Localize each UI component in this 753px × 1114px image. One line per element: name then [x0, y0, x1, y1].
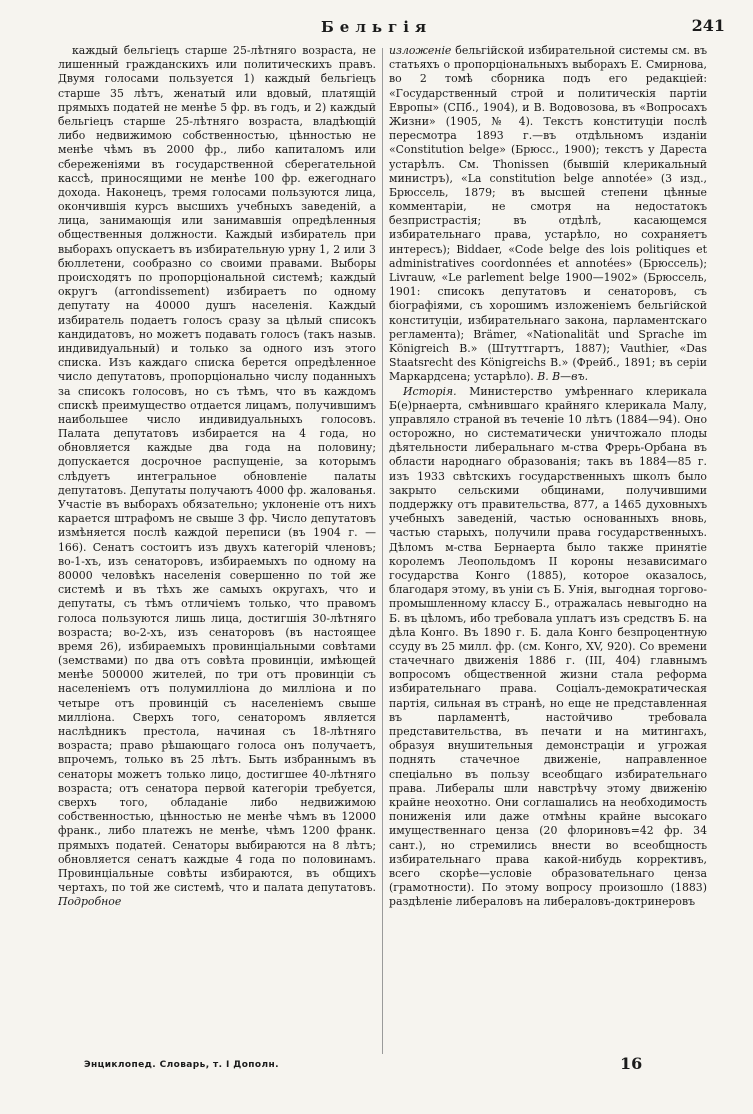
running-head: [0, 16, 753, 44]
left-column-text: каждый бельгіецъ старше 25-лѣтняго возраста, не лишенный гражданскихъ или политическихъ правъ. Двумя голосами пользуется 1) каждый бельгіецъ старше 35 лѣтъ, женатый или вдовый, платящій прямыхъ податей не менѣе 5 фр. въ годъ, и 2) каждый бельгіецъ старше 25-лѣтняго возраста, владѣющій либо недвижимою собственностью, цѣнностью не менѣе чѣмъ въ 2000 фр., либо капиталомъ или сбереженіями въ государственной сберегательной кассѣ, приносящими не менѣе 100 фр. ежегоднаго дохода. Наконецъ, тремя голосами пользуются лица, окончившія курсъ высшихъ учебныхъ заведеній, а лица, занимающія или занимавшія опредѣленныя общественныя должности. Каждый избиратель при выборахъ опускаетъ въ избирательную урну 1, 2 или 3 бюллетени, сообразно со своими правами. Выборы происходятъ по пропорціональной системѣ; каждый округъ (arrondissement) избираетъ по одному депутату на 40000 душъ населенія. Каждый избиратель подаетъ голосъ сразу за цѣлый списокъ кандидатовъ, но можетъ подавать голосъ (такъ назыв. индивидуальный) и только за одного изъ этого списка. Изъ каждаго списка берется опредѣленное число депутатовъ, пропорціонально числу поданныхъ за списокъ голосовъ, но съ тѣмъ, что въ каждомъ спискѣ преимущество отдается лицамъ, получившимъ наибольшее число индивидуальныхъ голосовъ. Палата депутатовъ избирается на 4 года, но обновляется каждые два года на половину; допускается досрочное распущеніе, за которымъ слѣдуетъ интегральное обновленіе палаты депутатовъ. Депутаты получаютъ 4000 фр. жалованья. Участіе въ выборахъ обязательно; уклоненіе отъ нихъ карается штрафомъ не свыше 3 фр. Число депутатовъ измѣняется послѣ каждой переписи (въ 1904 г. — 166). Сенатъ состоитъ изъ двухъ категорій членовъ; во-1-хъ, изъ сенаторовъ, избираемыхъ по одному на 80000 человѣкъ населенія совершенно по той же системѣ и въ тѣхъ же самыхъ округахъ, что и депутаты, съ тѣмъ отличіемъ только, что правомъ голоса пользуются лишь лица, достигшія 30-лѣтняго возраста; во-2-хъ, изъ сенаторовъ (въ настоящее время 26), избираемыхъ провинціальными совѣтами (земствами) по два отъ совѣта провинціи, имѣющей менѣе 500000 жителей, по три отъ провинціи съ населеніемъ отъ полумилліона до милліона и по четыре отъ провинцій съ населеніемъ свыше милліона. Сверхъ того, сенаторомъ является наслѣдникъ престола, начиная съ 18-лѣтняго возраста; право рѣшающаго голоса онъ получаетъ, впрочемъ, только въ 25 лѣтъ. Быть избраннымъ въ сенаторы можетъ только лицо, достигшее 40-лѣтняго возраста; отъ сенатора первой категоріи требуется, сверхъ того, обладаніе либо недвижимою собственностью, цѣнностью не менѣе чѣмъ въ 12000 франк., либо платежъ не менѣе, чѣмъ 1200 франк. прямыхъ податей. Сенаторы выбираются на 8 лѣтъ; обновляется сенатъ каждые 4 года по половинамъ. Провинціальные совѣты избираются, въ общихъ чертахъ, по той же системѣ, что и палата депутатовъ.: [58, 44, 376, 895]
author-signature: В. В—въ.: [537, 370, 589, 384]
bibliography-paragraph: [389, 44, 707, 385]
running-title: Бельгія: [320, 18, 433, 36]
footer-sheet-number: 16: [620, 1054, 643, 1073]
left-column-paragraph: [58, 44, 376, 909]
history-heading: Исторія.: [403, 384, 457, 398]
history-paragraph: [389, 385, 707, 910]
left-column-trailing-italic: Подробное: [58, 895, 122, 909]
page-number: 241: [691, 16, 725, 35]
left-column: [58, 44, 376, 1049]
bibliography-italic-start: изложеніе: [389, 44, 452, 57]
footer-signature-line: Энциклопед. Словарь, т. I Дополн.: [84, 1060, 279, 1070]
bibliography-text: бельгійской избирательной системы см. въ статьяхъ о пропорціональныхъ выборахъ Е. Смирнова, во 2 томѣ сборника подъ его редакціей: «Государственный строй и политическія партіи Европы» (СПб., 1904), и В. Водовозова, въ «Вопросахъ Жизни» (1905, № 4). Текстъ конституціи послѣ пересмотра 1893 г.—въ отдѣльномъ изданіи «Constitution belge» (Брюсс., 1900); текстъ у Дареста устарѣлъ. См. Thonissen (бывшій клерикальный министръ), «La constitution belge annotée» (3 изд., Брюссель, 1879; въ высшей степени цѣнные комментаріи, не смотря на недостатокъ безпристрастія; въ отдѣлѣ, касающемся избирательнаго права, устарѣло, но сохраняетъ интересъ); Biddaer, «Code belge des lois politiques et administratives coordonnées et annotées» (Брюссель); Livrauw, «Le parlement belge 1900—1902» (Брюссель, 1901: списокъ депутатовъ и сенаторовъ, съ біографіями, съ хорошимъ изложеніемъ бельгійской конституціи, избирательнаго закона, парламентскаго регламента); Brämer, «Nationalität und Sprache im Königreich B.» (Штуттгартъ, 1887); Vauthier, «Das Staatsrecht des Königreichs B.» (Фрейб., 1891; въ серіи Маркардсена; устарѣло).: [389, 44, 707, 384]
history-text: Министерство умѣреннаго клерикала Б(е)рнаерта, смѣнившаго крайняго клерикала Малу, управляло страной въ теченіе 10 лѣтъ (1884—94). Оно осторожно, но систематически уничтожало плоды дѣятельности либеральнаго м-ства Фрерь-Орбана въ области народнаго образованія; такъ въ 1884—85 г. изъ 1933 свѣтскихъ государственныхъ школъ было закрыто сельскими общинами, получившими поддержку отъ правительства, 877, а 1465 духовныхъ учебныхъ заведеній, частью основанныхъ вновь, частью старыхъ, получили права государственныхъ. Дѣломъ м-ства Бернаерта было также принятіе королемъ Леопольдомъ II короны независимаго государства Конго (1885), которое оказалось, благодаря этому, въ уніи съ Б. Унія, выгодная торгово-промышленному классу Б., отражалась невыгодно на Б. въ цѣломъ, ибо требовала уплатъ изъ средствъ Б. на дѣла Конго. Въ 1890 г. Б. дала Конго безпроцентную ссуду въ 25 милл. фр. (см. Конго, XV, 920). Со времени стачечнаго движенія 1886 г. (III, 404) главнымъ вопросомъ общественной жизни стала реформа избирательнаго права. Соціалъ-демократическая партія, сильная въ странѣ, но еще не представленная въ парламентѣ, настойчиво требовала представительства, въ печати и на митингахъ, образуя внушительныя демонстраціи и угрожая поднять стачечное движеніе, направленное спеціально въ пользу всеобщаго избирательнаго права. Либералы шли навстрѣчу этому движенію крайне неохотно. Они соглашались на необходимость пониженія или даже отмѣны крайне высокаго имущественнаго ценза (20 флориновъ=42 фр. 34 сант.), но стремились внести во всеобщность избирательнаго права какой-нибудь коррективъ, всего скорѣе—условіе образовательнаго ценза (грамотности). По этому вопросу произошло (1883) раздѣленіе либераловъ на либераловъ-доктринеровъ: [389, 384, 707, 909]
text-columns: [0, 44, 753, 1049]
right-column: [389, 44, 707, 1049]
